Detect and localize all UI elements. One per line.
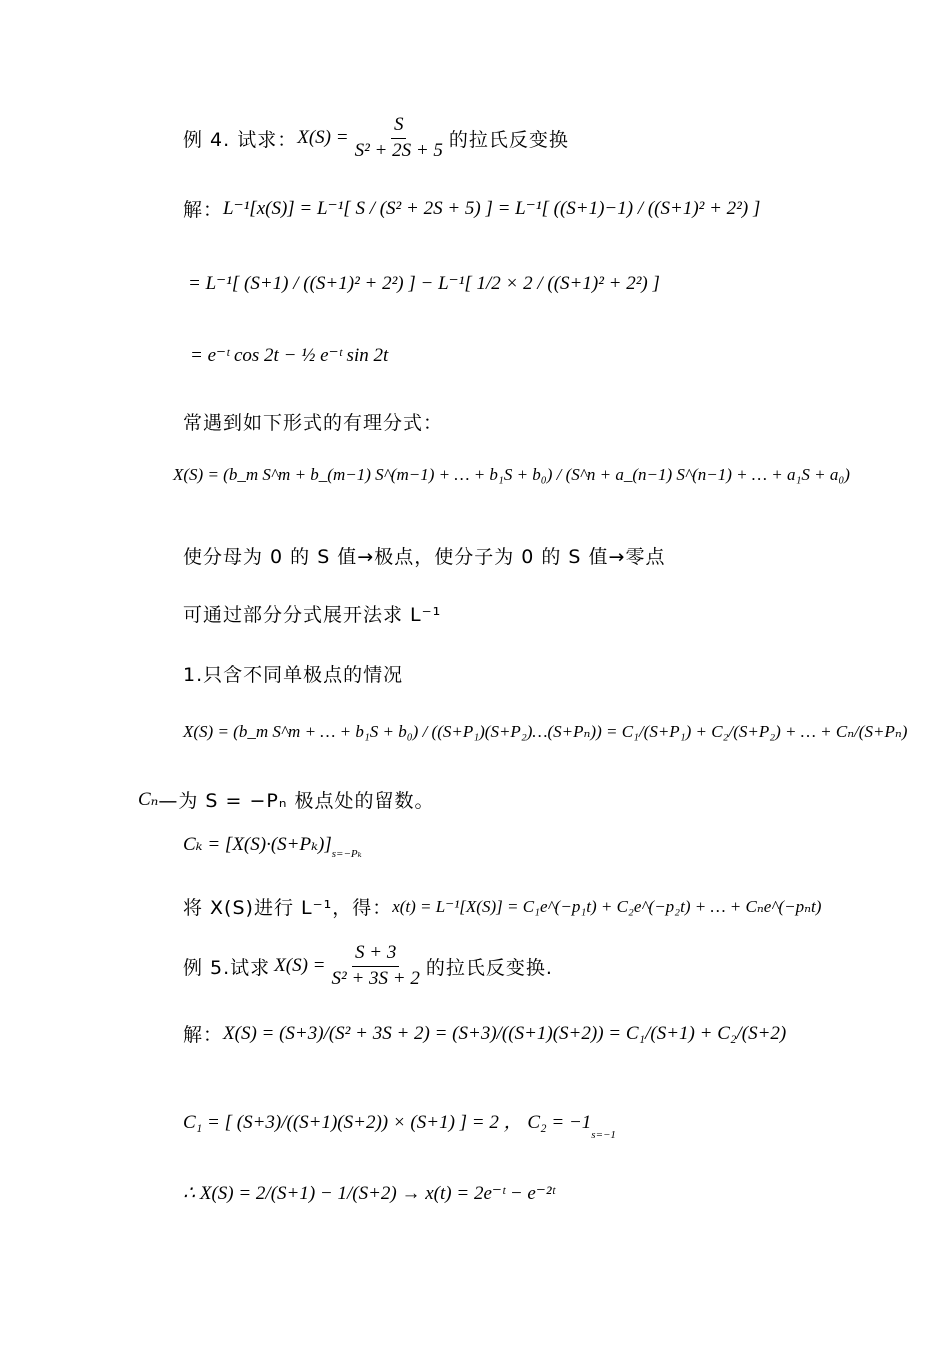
poles-zeros [183,542,665,569]
ck-formula-expr: Cₖ = [X(S)·(S+Pₖ)] [183,834,332,855]
solution4-line2-expr: = L⁻¹[ (S+1) / ((S+1)² + 2²) ] − L⁻¹[ 1/2 × 2 / ((S+1)² + 2²) ] [188,273,660,294]
rational-intro-text: 常遇到如下形式的有理分式： [183,412,444,434]
example4-lhs: X(S) = [297,127,349,149]
solution5-c-values: C₁ = [ (S+3)/((S+1)(S+2)) × (S+1) ] = 2 ， C₂ = −1 s=−1 [183,1105,616,1135]
inverse-line [183,893,821,920]
solution4-line3-expr: = e⁻ᵗ cos 2t − ½ e⁻ᵗ sin 2t [190,345,389,366]
rational-formula-expr: X(S) = (b_m S^m + b_(m−1) S^(m−1) + … + b₁S + b₀) / (S^n + a_(n−1) S^(n−1) + … + a₁S + a₀) [173,465,850,484]
solution4-label: 解： [183,199,224,221]
case1-formula-expr: X(S) = (b_m S^m + … + b₁S + b₀) / ((S+P₁)(S+P₂)…(S+Pₙ)) = C₁/(S+P₁) + C₂/(S+P₂) + … + Cₙ/(S+Pₙ) [183,722,908,741]
example4-statement [183,115,569,162]
example4-label: 例 4. 试求： [183,128,298,151]
inverse-formula: x(t) = L⁻¹[X(S)] = C₁e^(−p₁t) + C₂e^(−p₂t) + … + Cₙe^(−pₙt) [392,896,822,916]
example4-tail: 的拉氏反变换 [448,128,569,151]
example4-denominator: S² + 2S + 5 [354,139,443,161]
solution5-line1-expr: X(S) = (S+3)/(S² + 3S + 2) = (S+3)/((S+1)(S+2)) = C₁/(S+1) + C₂/(S+2) [223,1022,787,1044]
case1-formula [183,722,907,742]
example5-lhs: X(S) = [274,955,326,977]
example5-fraction [329,943,423,990]
case1-title [183,660,403,687]
solution4-line3 [190,344,388,367]
solution5-line1 [183,1020,786,1047]
solution5-result-expr: ∴ X(S) = 2/(S+1) − 1/(S+2) → x(t) = 2e⁻ᵗ − e⁻²ᵗ [183,1183,555,1204]
solution4-line1 [183,195,760,222]
example4-numerator: S [391,115,407,139]
example5-statement [183,943,553,990]
partial-fraction-text: 可通过部分分式展开法求 L⁻¹ [183,604,442,626]
solution5-result [183,1182,555,1205]
partial-fraction [183,600,441,627]
solution4-line2 [188,272,660,295]
example5-label: 例 5.试求 [183,956,271,979]
solution5-c-values-expr: C₁ = [ (S+3)/((S+1)(S+2)) × (S+1) ] = 2 ， C₂ = −1 [183,1111,592,1133]
residue-line [138,786,434,813]
rational-intro [183,408,443,435]
case1-title-text: 1.只含不同单极点的情况 [183,664,404,686]
ck-formula: Cₖ = [X(S)·(S+Pₖ)] s=−Pₖ [183,834,362,860]
solution4-line1-expr: L⁻¹[x(S)] = L⁻¹[ S / (S² + 2S + 5) ] = L⁻¹[ ((S+1)−1) / ((S+1)² + 2²) ] [223,198,761,219]
example5-numerator: S + 3 [352,943,399,967]
inverse-text: 将 X(S)进行 L⁻¹，得： [183,897,393,919]
example5-denominator: S² + 3S + 2 [331,967,420,989]
poles-zeros-text: 使分母为 0 的 S 值→极点，使分子为 0 的 S 值→零点 [183,546,666,568]
example5-tail: 的拉氏反变换. [425,956,553,979]
residue-symbol: Cₙ [138,789,159,810]
solution5-label: 解： [183,1024,224,1046]
residue-text: —为 S = −Pₙ 极点处的留数。 [158,790,435,812]
rational-formula [173,465,850,485]
example4-fraction [352,115,446,162]
